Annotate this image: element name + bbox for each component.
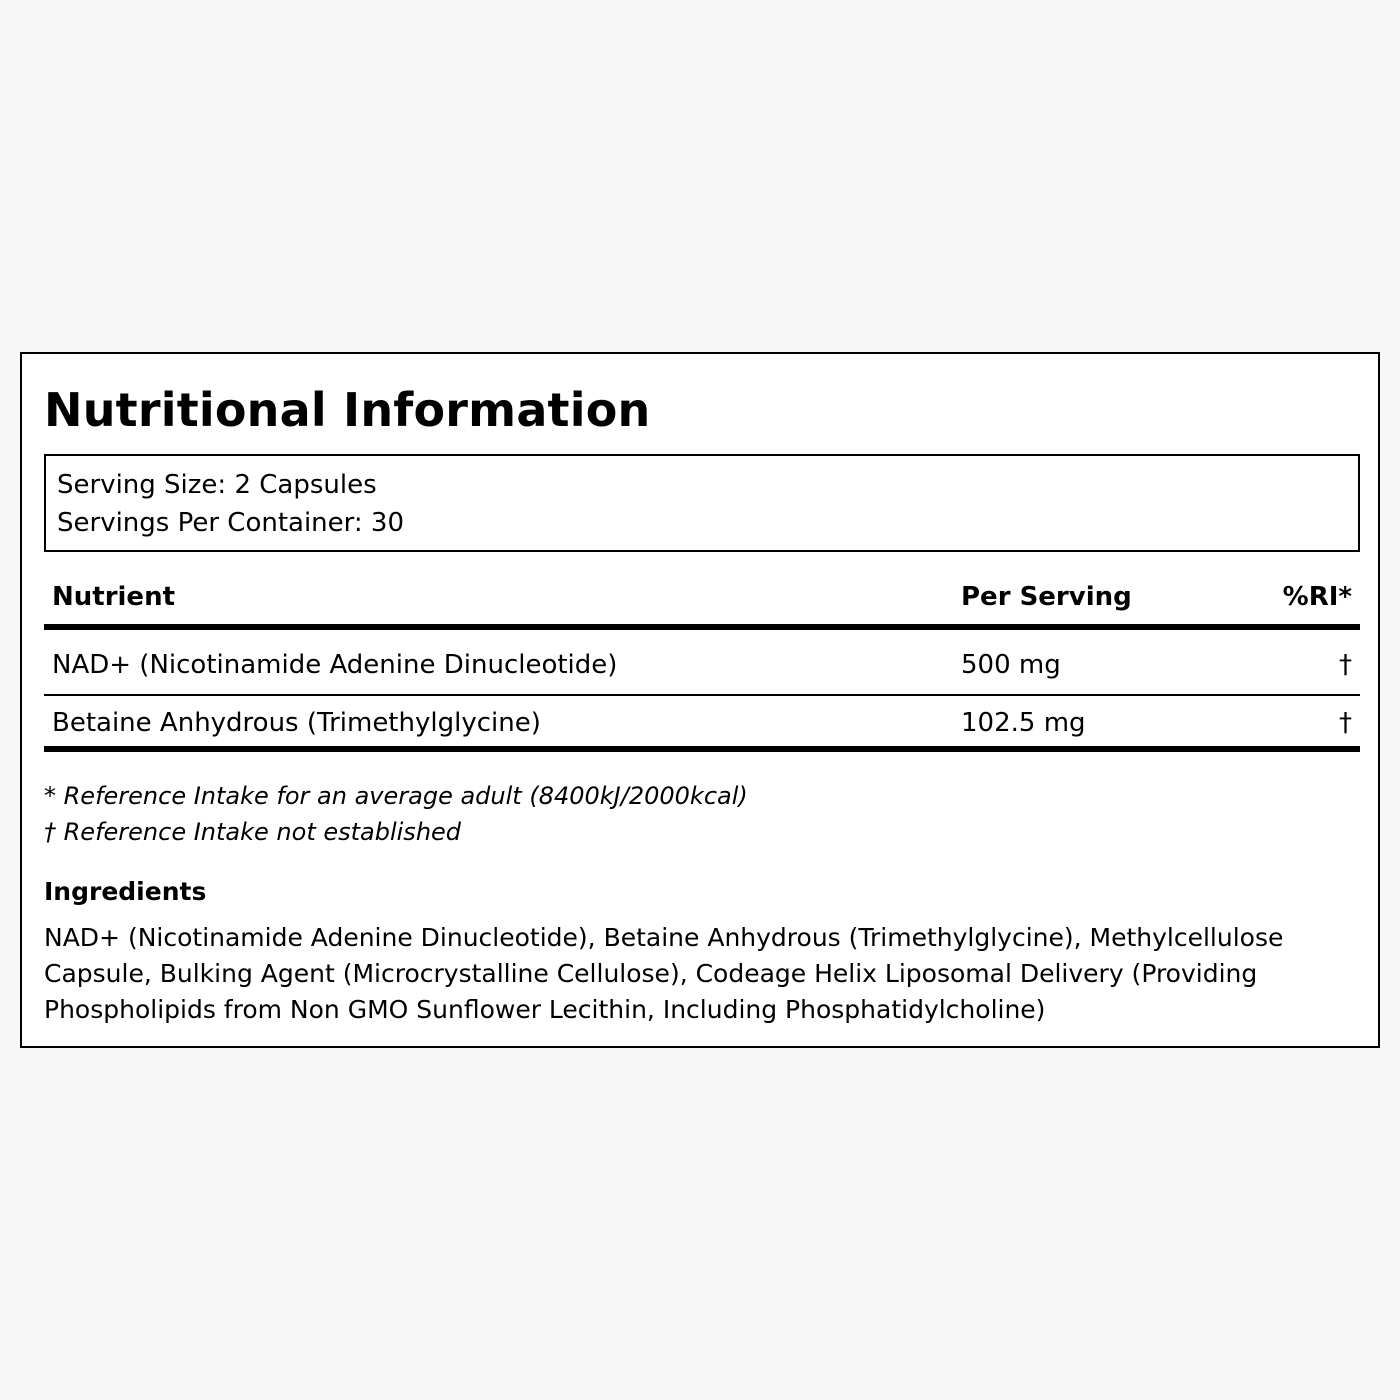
ingredients-heading: Ingredients — [44, 877, 207, 906]
nutrition-panel — [20, 352, 1380, 1048]
nutrient-ri: † — [1339, 650, 1352, 680]
nutrient-name: NAD+ (Nicotinamide Adenine Dinucleotide) — [52, 650, 618, 680]
footnote-not-established: † Reference Intake not established — [44, 818, 462, 846]
nutrient-table — [44, 572, 1360, 752]
table-header — [44, 572, 1360, 630]
header-nutrient: Nutrient — [52, 582, 176, 612]
nutrient-amount: 102.5 mg — [961, 708, 1086, 738]
nutrient-ri: † — [1339, 708, 1352, 738]
page-title: Nutritional Information — [44, 383, 651, 437]
footnote-reference-intake: * Reference Intake for an average adult (8400kJ/2000kcal) — [44, 782, 748, 810]
header-per-serving: Per Serving — [961, 582, 1132, 612]
serving-size: Serving Size: 2 Capsules — [57, 470, 377, 500]
header-ri: %RI* — [1282, 582, 1352, 612]
footnotes — [44, 778, 748, 850]
servings-per-container: Servings Per Container: 30 — [57, 508, 405, 538]
nutrient-name: Betaine Anhydrous (Trimethylglycine) — [52, 708, 541, 738]
nutrient-amount: 500 mg — [961, 650, 1061, 680]
table-row — [44, 696, 1360, 752]
serving-info-box — [44, 454, 1360, 552]
ingredients-text: NAD+ (Nicotinamide Adenine Dinucleotide), Betaine Anhydrous (Trimethylglycine), Methylcellulose Capsule, Bulking Agent (Microcrystalline Cellulose), Codeage Helix Liposomal Delivery (Providing Phospholipids from Non GMO Sunflower Lecithin, Including Phosphatidylcholine) — [44, 923, 1284, 1024]
table-row — [44, 630, 1360, 696]
